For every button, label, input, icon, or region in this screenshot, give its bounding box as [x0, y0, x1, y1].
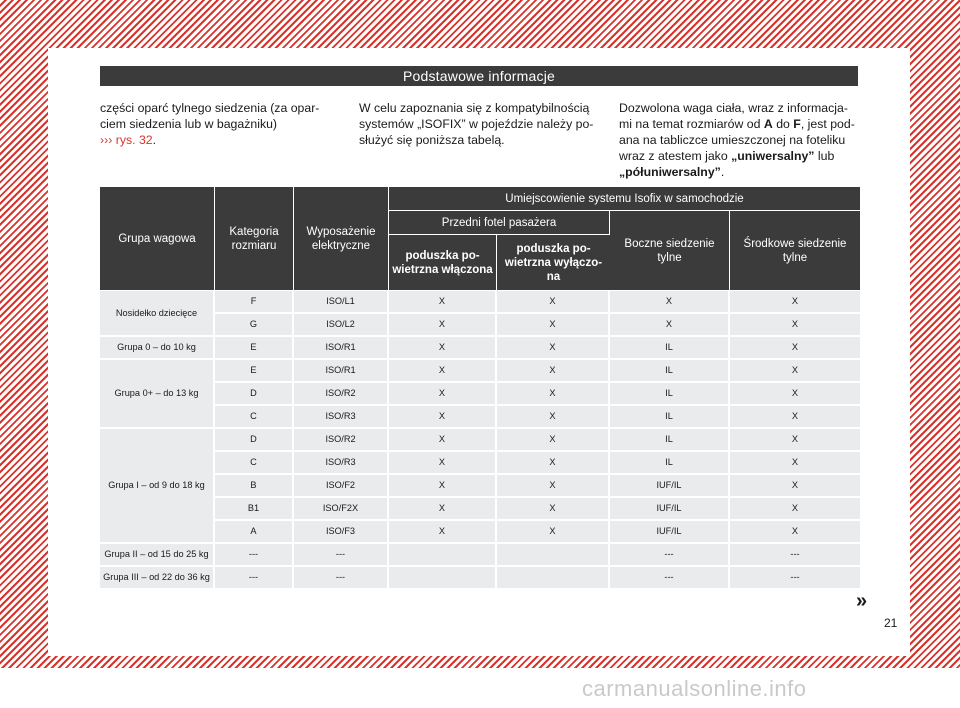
table-cell: ISO/R2: [294, 383, 389, 406]
table-row: [100, 291, 860, 314]
table-cell: X: [730, 521, 860, 544]
table-cell: X: [730, 383, 860, 406]
table-cell: X: [389, 360, 497, 383]
table-cell: ISO/R1: [294, 360, 389, 383]
paragraph-line: wraz z atestem jako „uniwersalny” lub: [619, 149, 835, 163]
table-cell: X: [497, 475, 610, 498]
table-cell: X: [497, 452, 610, 475]
paragraph-line: Dozwolona waga ciała, wraz z informacja-: [619, 101, 848, 115]
paragraph-line: systemów „ISOFIX” w pojeździe należy po-: [359, 117, 594, 131]
table-cell: ISO/R3: [294, 452, 389, 475]
continue-arrow-icon: »: [856, 590, 868, 612]
table-row: [100, 337, 860, 360]
manual-page: [48, 48, 910, 656]
table-cell: G: [215, 314, 294, 337]
table-cell: A: [215, 521, 294, 544]
table-cell: X: [389, 429, 497, 452]
paragraph-line: ana na tabliczce umieszczonej na foteliku: [619, 133, 846, 147]
punctuation: .: [152, 133, 157, 147]
table-body: [100, 291, 860, 590]
table-cell: ISO/L1: [294, 291, 389, 314]
table-cell: ---: [610, 567, 730, 590]
table-cell: B1: [215, 498, 294, 521]
table-cell: X: [730, 314, 860, 337]
weight-group-cell: Grupa II – od 15 do 25 kg: [100, 544, 215, 567]
table-cell: B: [215, 475, 294, 498]
weight-group-cell: Grupa 0+ – do 13 kg: [100, 360, 215, 429]
text-column-2: [359, 100, 605, 148]
table-cell: D: [215, 429, 294, 452]
table-cell: C: [215, 452, 294, 475]
figure-link[interactable]: rys. 32: [115, 133, 153, 147]
table-cell: ---: [294, 544, 389, 567]
header-rear-center: Środkowe siedzenie tylne: [730, 211, 860, 291]
table-cell: X: [730, 498, 860, 521]
paragraph-line: części oparć tylnego siedzenia (za opar-: [100, 101, 320, 115]
table-cell: X: [389, 521, 497, 544]
table-row: [100, 544, 860, 567]
table-cell: IL: [610, 429, 730, 452]
table-cell: ISO/F3: [294, 521, 389, 544]
table-cell: IUF/IL: [610, 521, 730, 544]
table-cell: X: [389, 498, 497, 521]
table-cell: X: [497, 498, 610, 521]
header-fixture: Wyposażenie elektryczne: [294, 187, 389, 291]
table-cell: X: [610, 291, 730, 314]
table-cell: X: [497, 291, 610, 314]
table-cell: X: [497, 383, 610, 406]
paragraph-line: służyć się poniższa tabelą.: [359, 133, 505, 147]
table-cell: X: [497, 314, 610, 337]
page-number: 21: [884, 616, 898, 630]
table-cell: IL: [610, 406, 730, 429]
table-cell: ISO/R1: [294, 337, 389, 360]
table-cell: X: [730, 360, 860, 383]
figure-reference[interactable]: [100, 132, 340, 148]
table-cell: [497, 567, 610, 590]
table-cell: X: [497, 406, 610, 429]
table-cell: X: [497, 521, 610, 544]
table-cell: IL: [610, 383, 730, 406]
table-cell: [389, 567, 497, 590]
table-cell: ---: [215, 544, 294, 567]
table-cell: X: [610, 314, 730, 337]
table-cell: ---: [730, 544, 860, 567]
table-cell: ---: [730, 567, 860, 590]
header-group: Grupa wagowa: [100, 187, 215, 291]
isofix-table: [100, 187, 860, 590]
table-cell: ISO/R3: [294, 406, 389, 429]
text-column-3: [619, 100, 859, 180]
table-cell: F: [215, 291, 294, 314]
table-cell: D: [215, 383, 294, 406]
table-cell: X: [730, 452, 860, 475]
table-cell: X: [389, 337, 497, 360]
text-column-1: [100, 100, 340, 148]
weight-group-cell: Grupa III – od 22 do 36 kg: [100, 567, 215, 590]
table-cell: X: [389, 452, 497, 475]
header-size: Kategoria rozmiaru: [215, 187, 294, 291]
table-cell: ---: [215, 567, 294, 590]
table-cell: IUF/IL: [610, 498, 730, 521]
table-cell: X: [389, 291, 497, 314]
watermark-strip: [0, 668, 960, 708]
paragraph-line: ciem siedzenia lub w bagażniku): [100, 117, 278, 131]
table-cell: ISO/R2: [294, 429, 389, 452]
weight-group-cell: Grupa I – od 9 do 18 kg: [100, 429, 215, 544]
table-cell: X: [497, 360, 610, 383]
header-location: Umiejscowienie systemu Isofix w samochodzie: [389, 187, 860, 211]
table-cell: IL: [610, 337, 730, 360]
table-cell: X: [389, 406, 497, 429]
table-cell: X: [730, 337, 860, 360]
paragraph-line: mi na temat rozmiarów od A do F, jest pod-: [619, 117, 855, 131]
table-cell: ISO/F2X: [294, 498, 389, 521]
table-cell: E: [215, 360, 294, 383]
table-row: [100, 429, 860, 452]
table-cell: [497, 544, 610, 567]
watermark-text: carmanualsonline.info: [582, 676, 807, 701]
table-cell: ISO/L2: [294, 314, 389, 337]
table-cell: X: [497, 429, 610, 452]
section-header: Podstawowe informacje: [100, 66, 858, 86]
header-airbag-off: poduszka po-wietrzna wyłączo-na: [497, 235, 610, 291]
paragraph-line: „półuniwersalny”.: [619, 165, 725, 179]
header-rear-side: Boczne siedzenie tylne: [610, 211, 730, 291]
table-cell: IL: [610, 452, 730, 475]
table-cell: X: [389, 383, 497, 406]
reference-arrow-icon: ›››: [100, 133, 113, 147]
table-cell: X: [730, 429, 860, 452]
paragraph-line: W celu zapoznania się z kompatybilnością: [359, 101, 590, 115]
table-cell: X: [730, 406, 860, 429]
weight-group-cell: Grupa 0 – do 10 kg: [100, 337, 215, 360]
table-cell: X: [389, 475, 497, 498]
table-row: [100, 567, 860, 590]
table-cell: X: [730, 291, 860, 314]
weight-group-cell: Nosidełko dziecięce: [100, 291, 215, 337]
header-airbag-on: poduszka po-wietrzna włączona: [389, 235, 497, 291]
header-front: Przedni fotel pasażera: [389, 211, 610, 235]
table-cell: ---: [294, 567, 389, 590]
table-cell: ISO/F2: [294, 475, 389, 498]
table-row: [100, 360, 860, 383]
table-cell: X: [730, 475, 860, 498]
table-cell: IL: [610, 360, 730, 383]
table-cell: [389, 544, 497, 567]
table-cell: X: [497, 337, 610, 360]
table-cell: C: [215, 406, 294, 429]
table-cell: ---: [610, 544, 730, 567]
table-cell: IUF/IL: [610, 475, 730, 498]
table-cell: E: [215, 337, 294, 360]
table-cell: X: [389, 314, 497, 337]
